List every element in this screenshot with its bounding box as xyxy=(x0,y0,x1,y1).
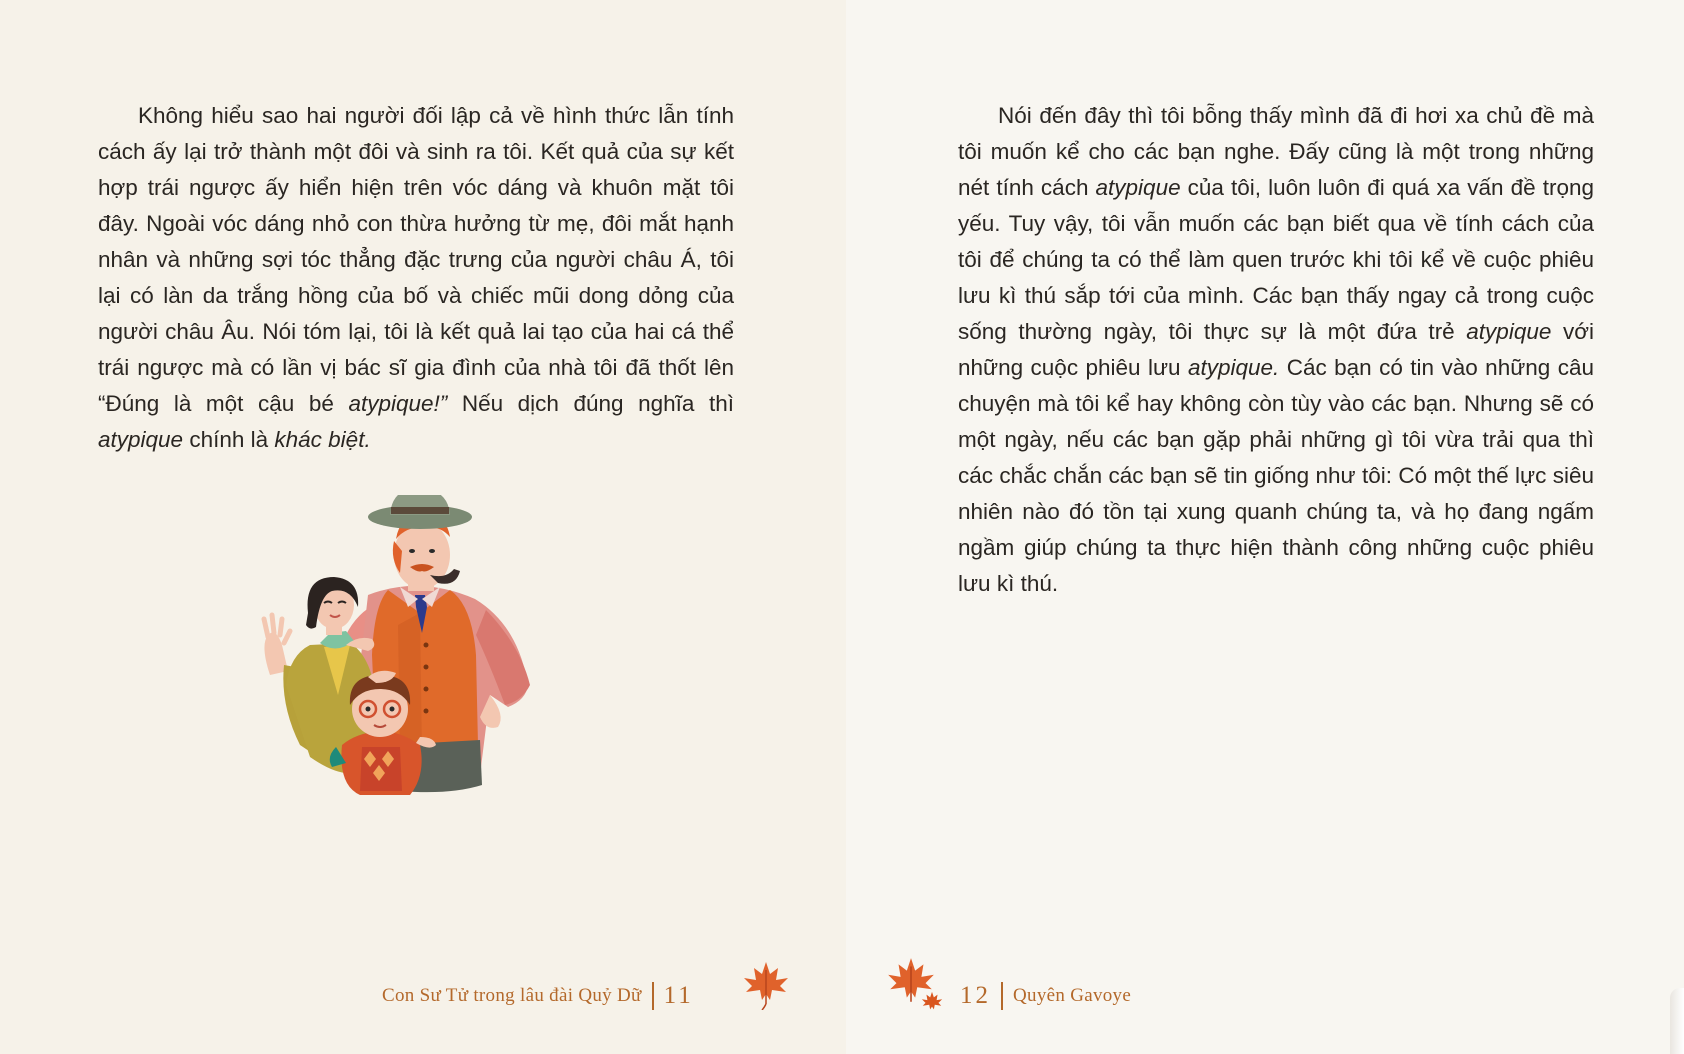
page-number: 12 xyxy=(960,982,991,1009)
footer-divider xyxy=(652,982,654,1010)
text-run: Nói đến đây thì tôi bỗng thấy mình đã đi hơi xa chủ đề mà tôi muốn kể cho các bạn nghe. Đấy cũng là một trong những nét tính cách xyxy=(958,103,1594,200)
text-run: Không hiểu sao hai người đối lập cả về hình thức lẫn tính cách ấy lại trở thành một đôi và sinh ra tôi. Kết quả của sự kết hợp trái ngược ấy hiển hiện trên vóc dáng và khuôn mặt tôi đây. Ngoài vóc dáng nhỏ con thừa hưởng từ mẹ, đôi mắt hạnh nhân và những sợi tóc thẳng đặc trưng của người châu Á, tôi lại có làn da trắng hồng của bố và chiếc mũi dong dỏng của người châu Âu. Nói tóm lại, tôi là kết quả lai tạo của hai cá thể trái ngược mà có lần vị bác sĩ gia đình của nhà tôi đã thốt lên “Đúng là một cậu bé xyxy=(98,103,734,416)
page-number: 11 xyxy=(663,982,694,1009)
text-run: với những cuộc phiêu lưu xyxy=(958,319,1594,380)
book-title: Con Sư Tử trong lâu đài Quỷ Dữ xyxy=(382,985,642,1006)
italic-run: atypique!” xyxy=(348,391,448,416)
italic-run: atypique. xyxy=(1187,355,1280,380)
italic-run: atypique xyxy=(98,427,184,452)
text-run: chính là xyxy=(183,427,275,452)
author-name: Quyên Gavoye xyxy=(1013,985,1132,1006)
italic-run: khác biệt. xyxy=(274,427,371,452)
text-run: của tôi, luôn luôn đi quá xa vấn đề trọng yếu. Tuy vậy, tôi vẫn muốn các bạn biết qua về tính cách của tôi để chúng ta có thể làm quen trước khi tôi kể về cuộc phiêu lưu kì thú sắp tới của mình. Các bạn thấy ngay cả trong cuộc sống thường ngày, tôi thực sự là một đứa trẻ xyxy=(958,175,1594,344)
text-run: Các bạn có tin vào những câu chuyện mà tôi kể hay không còn tùy vào các bạn. Nhưng sẽ có một ngày, nếu các bạn gặp phải những gì tôi vừa trải qua thì các chắc chắn các bạn sẽ tin giống như tôi: Có một thế lực siêu nhiên nào đó tồn tại xung quanh chúng ta, và họ đang ngấm ngầm giúp chúng ta thực hiện thành công những cuộc phiêu lưu kì thú. xyxy=(958,355,1594,596)
text-run: Nếu dịch đúng nghĩa thì xyxy=(447,391,734,416)
right-paragraph xyxy=(958,98,1594,602)
italic-run: atypique xyxy=(1466,319,1552,344)
left-page-footer xyxy=(382,978,694,1014)
page-curl xyxy=(1670,988,1684,1054)
footer-divider xyxy=(1001,982,1003,1010)
family-illustration xyxy=(250,495,580,840)
italic-run: atypique xyxy=(1095,175,1181,200)
right-page-body xyxy=(958,98,1594,602)
small-maple-leaf-icon xyxy=(920,990,944,1014)
maple-leaf-icon xyxy=(740,958,792,1010)
left-page-body xyxy=(98,98,734,458)
right-page-footer xyxy=(960,978,1131,1014)
left-paragraph xyxy=(98,98,734,458)
